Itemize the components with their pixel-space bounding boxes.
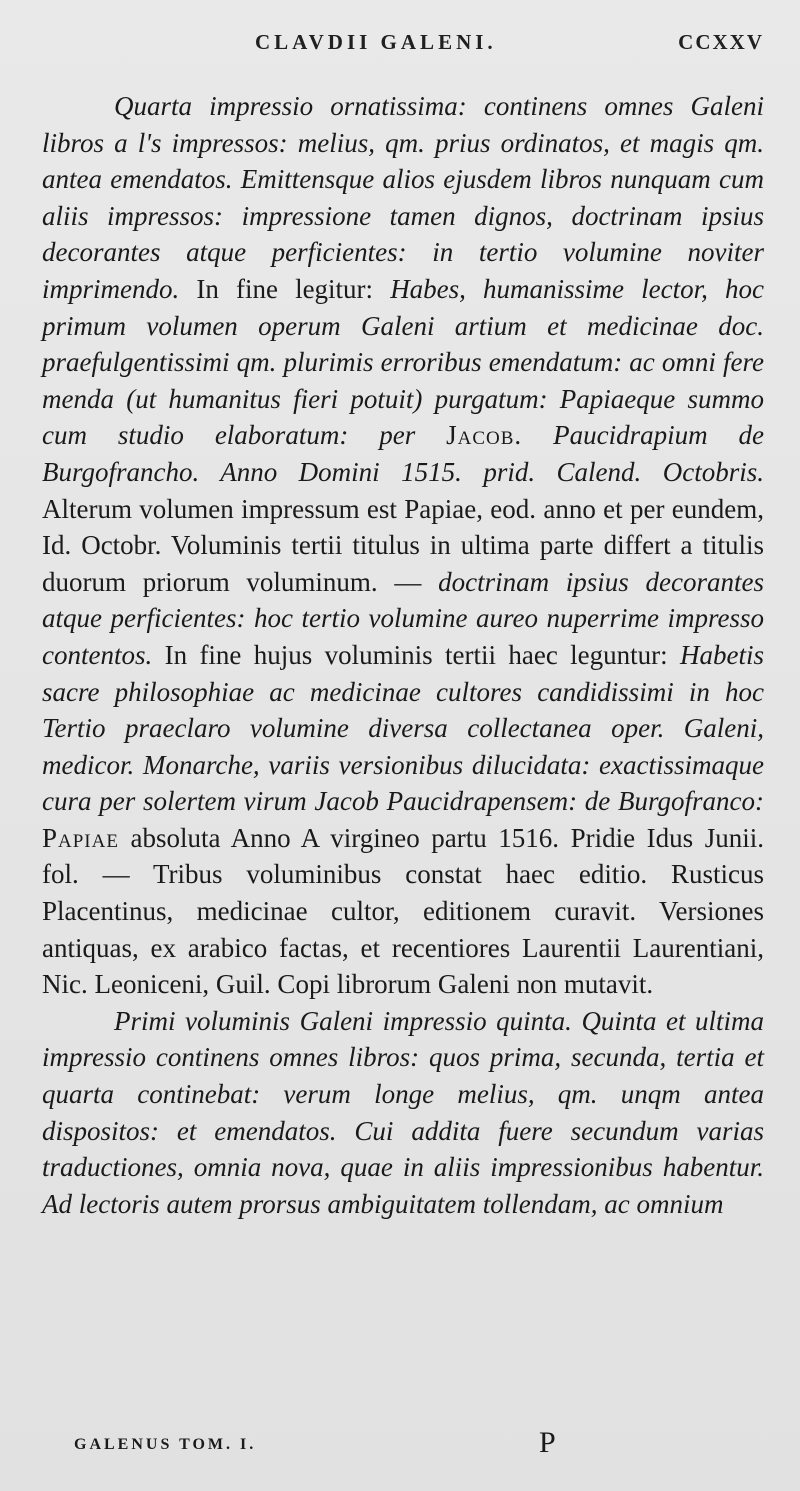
- page-footer: [0, 1426, 800, 1462]
- page-number: CCXXV: [678, 30, 764, 54]
- paragraph-quinta-impressio: [42, 1003, 764, 1223]
- title-vol3: doctrinam ipsius decorantes atque perficientes: hoc tertio volumine aureo nuperrime impresso contentos.: [42, 566, 764, 670]
- note-vol2: Alterum volumen impressum est Papiae, eod. anno et per eundem, Id. Octobr. Voluminis tertii titulus in ultima parte differt a titulis duorum priorum voluminum. —: [42, 493, 764, 597]
- printer-name: Jacob.: [446, 420, 523, 451]
- paragraph-quarta-impressio: [42, 88, 764, 1003]
- spacer: [572, 1006, 582, 1036]
- quarta-impressio-title: Quarta impressio ornatissima: continens omnes Galeni libros a l's impressos: melius, qm. prius ordinatos, et magis qm. antea emendatos. Emittensque alios ejusdem libros nunquam cum aliis impressos: impressione tamen dignos, doctrinam ipsius decorantes atque perficientes: in tertio volumine noviter imprimendo.: [42, 91, 764, 304]
- page-header: [0, 30, 800, 60]
- edition-notes: absoluta Anno A virgineo partu 1516. Pridie Idus Junii. fol. — Tribus voluminibus constat haec editio. Rusticus Placentinus, medicinae cultor, editionem curavit. Versiones antiquas, ex arabico factas, et recentiores Laurentii Laurentiani, Nic. Leoniceni, Guil. Copi librorum Galeni non mutavit.: [42, 822, 764, 1000]
- in-fine-vol3: In fine hujus voluminis tertii haec leguntur:: [152, 639, 680, 670]
- running-title: CLAVDII GALENI.: [255, 30, 497, 54]
- gathering-mark: P: [539, 1426, 556, 1459]
- in-fine-legitur: In fine legitur:: [179, 273, 391, 304]
- colophon-vol3: Habetis sacre philosophiae ac medicinae cultores candidissimi in hoc Tertio praeclaro volumine diversa collectanea oper. Galeni, medicor. Monarche, variis versionibus dilucidata: exactissimaque cura per solertem virum Jacob Paucidrapensem: de Burgofranco:: [42, 639, 764, 817]
- colophon-vol1-date: Paucidrapium de Burgofrancho. Anno Domini 1515. prid. Calend. Octobris.: [42, 420, 764, 487]
- place-papiae: Papiae: [42, 822, 119, 853]
- body-text: [42, 88, 764, 1222]
- colophon-vol1: Habes, humanissime lector, hoc primum volumen operum Galeni artium et medicinae doc. praefulgentissimi qm. plurimis erroribus emendatum: ac omni fere menda (ut humanitus fieri potuit) purgatum: Papiaeque summo cum studio elaboratum: per: [42, 273, 764, 451]
- quinta-impressio-title: Quinta et ultima impressio continens omnes libros: quos prima, secunda, tertia et quarta continebat: verum longe melius, qm. unqm antea dispositos: et emendatos. Cui addita fuere secundum varias traductiones, omnia nova, quae in aliis impressionibus habentur. Ad lectoris autem prorsus ambiguitatem tollendam, ac omnium: [42, 1005, 764, 1219]
- signature-line: GALENUS TOM. I.: [74, 1436, 257, 1453]
- quinta-impressio-heading: Primi voluminis Galeni impressio quinta.: [114, 1005, 572, 1036]
